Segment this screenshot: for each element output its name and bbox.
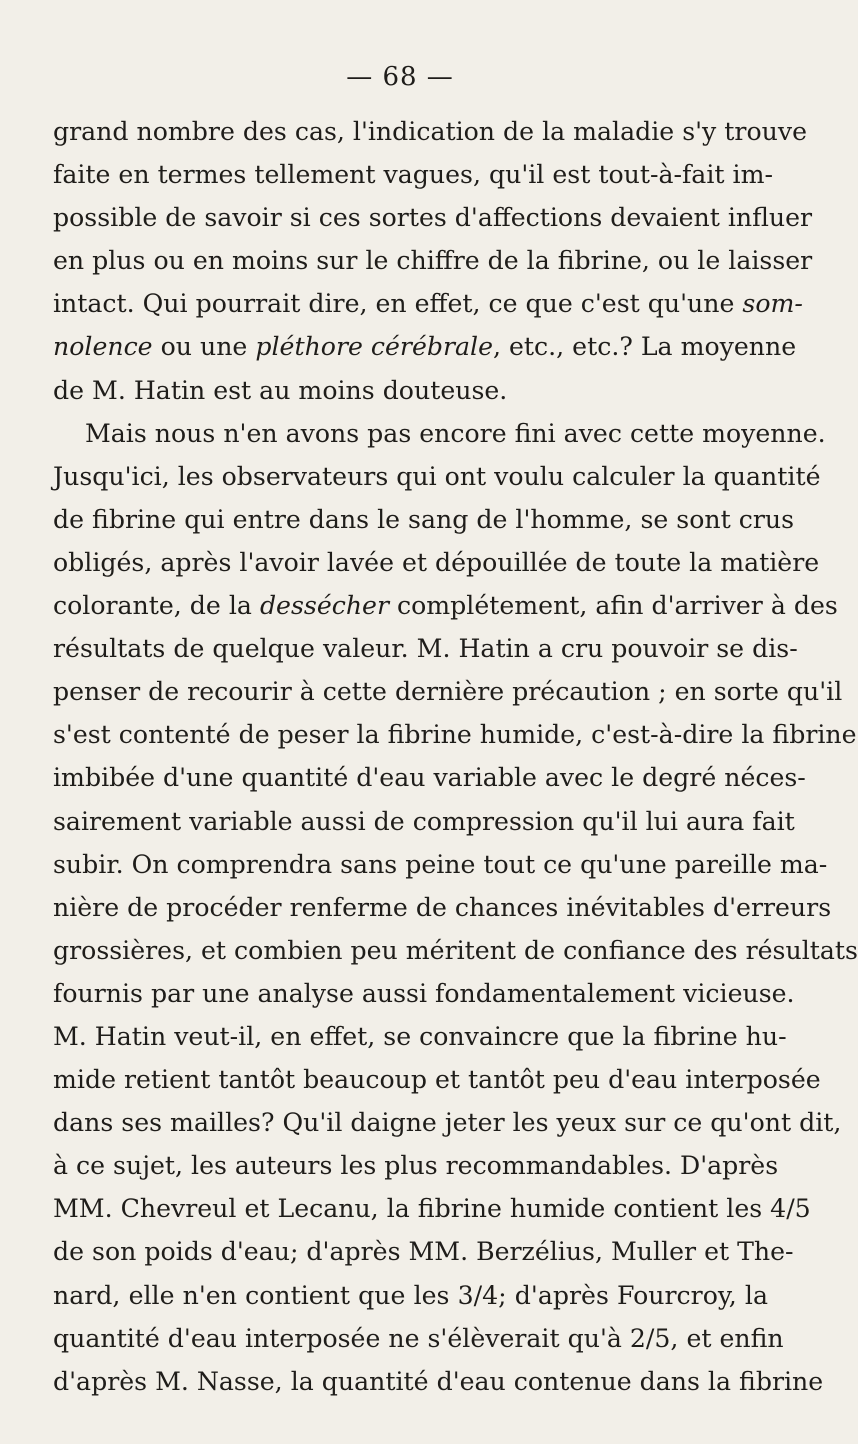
- text-span: grossières, et combien peu méritent de confiance des résultats: [53, 935, 858, 965]
- text-line: [53, 412, 826, 455]
- text-span: Mais nous n'en avons pas encore fini avec cette moyenne.: [85, 418, 826, 448]
- text-line: [53, 584, 838, 627]
- text-span: s'est contenté de peser la fibrine humide, c'est-à-dire la fibrine: [53, 720, 857, 750]
- text-span: penser de recourir à cette dernière précaution ; en sorte qu'il: [53, 677, 843, 707]
- text-span: quantité d'eau interposée ne s'élèverait qu'à 2/5, et enfin: [53, 1323, 784, 1353]
- text-span: à ce sujet, les auteurs les plus recommandables. D'après: [53, 1151, 779, 1181]
- text-line: [53, 239, 813, 282]
- text-line: [53, 670, 843, 713]
- text-span: MM. Chevreul et Lecanu, la fibrine humide contient les 4/5: [53, 1194, 811, 1224]
- text-line: [53, 756, 806, 799]
- italic-term: som-: [742, 289, 803, 319]
- text-line: [53, 541, 820, 584]
- italic-term: nolence: [53, 332, 153, 362]
- text-line: [53, 843, 828, 886]
- text-span: obligés, après l'avoir lavée et dépouillée de toute la matière: [53, 547, 820, 577]
- text-line: [53, 325, 797, 368]
- text-span: grand nombre des cas, l'indication de la maladie s'y trouve: [53, 117, 807, 146]
- text-span: dans ses mailles? Qu'il daigne jeter les yeux sur ce qu'ont dit,: [53, 1108, 842, 1138]
- text-line: [53, 929, 858, 972]
- text-span: de son poids d'eau; d'après MM. Berzélius, Muller et The-: [53, 1237, 794, 1267]
- text-line: [53, 455, 821, 498]
- text-line: [53, 972, 795, 1015]
- text-span: subir. On comprendra sans peine tout ce qu'une pareille ma-: [53, 849, 828, 879]
- text-line: [53, 196, 813, 239]
- text-line: [53, 369, 768, 412]
- text-line: [53, 1317, 784, 1360]
- text-span: sairement variable aussi de compression qu'il lui aura fait: [53, 806, 795, 836]
- text-span: nière de procéder renferme de chances inévitables d'erreurs: [53, 892, 832, 922]
- text-line: [53, 886, 832, 929]
- text-line: [53, 1015, 787, 1058]
- text-line: [53, 1187, 811, 1230]
- text-span: faite en termes tellement vagues, qu'il est tout-à-fait im-: [53, 160, 773, 190]
- text-line: [53, 1274, 768, 1317]
- italic-term: dessécher: [259, 591, 389, 621]
- text-span: intact. Qui pourrait dire, en effet, ce que c'est qu'une: [53, 289, 743, 319]
- text-span: nard, elle n'en contient que les 3/4; d'après Fourcroy, la: [53, 1280, 768, 1310]
- text-line: [53, 1230, 794, 1273]
- text-span: , etc., etc.? La moyenne: [493, 332, 797, 362]
- text-line: [53, 627, 798, 670]
- text-line: [53, 153, 773, 196]
- text-line: [53, 1360, 824, 1403]
- text-line: [53, 110, 807, 153]
- text-span: colorante, de la: [53, 591, 260, 621]
- text-line: [53, 800, 795, 843]
- text-span: en plus ou en moins sur le chiffre de la fibrine, ou le laisser: [53, 246, 813, 276]
- text-line: [53, 1058, 821, 1101]
- text-span: résultats de quelque valeur. M. Hatin a cru pouvoir se dis-: [53, 634, 798, 664]
- text-line: [53, 282, 803, 325]
- text-line: [53, 713, 857, 756]
- text-span: fournis par une analyse aussi fondamentalement vicieuse.: [53, 978, 795, 1008]
- text-span: possible de savoir si ces sortes d'affections devaient influer: [53, 203, 813, 233]
- page-number: — 68 —: [346, 62, 454, 92]
- text-span: ou une: [152, 332, 256, 362]
- text-span: de fibrine qui entre dans le sang de l'homme, se sont crus: [53, 504, 795, 534]
- text-span: Jusqu'ici, les observateurs qui ont voulu calculer la quantité: [53, 461, 821, 491]
- text-span: imbibée d'une quantité d'eau variable avec le degré néces-: [53, 763, 806, 793]
- text-line: [53, 1144, 779, 1187]
- text-span: de M. Hatin est au moins douteuse.: [53, 375, 508, 405]
- italic-term: pléthore cérébrale: [255, 332, 494, 362]
- text-span: complétement, afin d'arriver à des: [389, 591, 838, 621]
- page-body: [53, 110, 858, 1403]
- text-line: [53, 1101, 842, 1144]
- text-span: mide retient tantôt beaucoup et tantôt peu d'eau interposée: [53, 1065, 821, 1095]
- text-span: M. Hatin veut-il, en effet, se convaincre que la fibrine hu-: [53, 1021, 787, 1051]
- text-span: d'après M. Nasse, la quantité d'eau contenue dans la fibrine: [53, 1366, 824, 1396]
- text-line: [53, 498, 795, 541]
